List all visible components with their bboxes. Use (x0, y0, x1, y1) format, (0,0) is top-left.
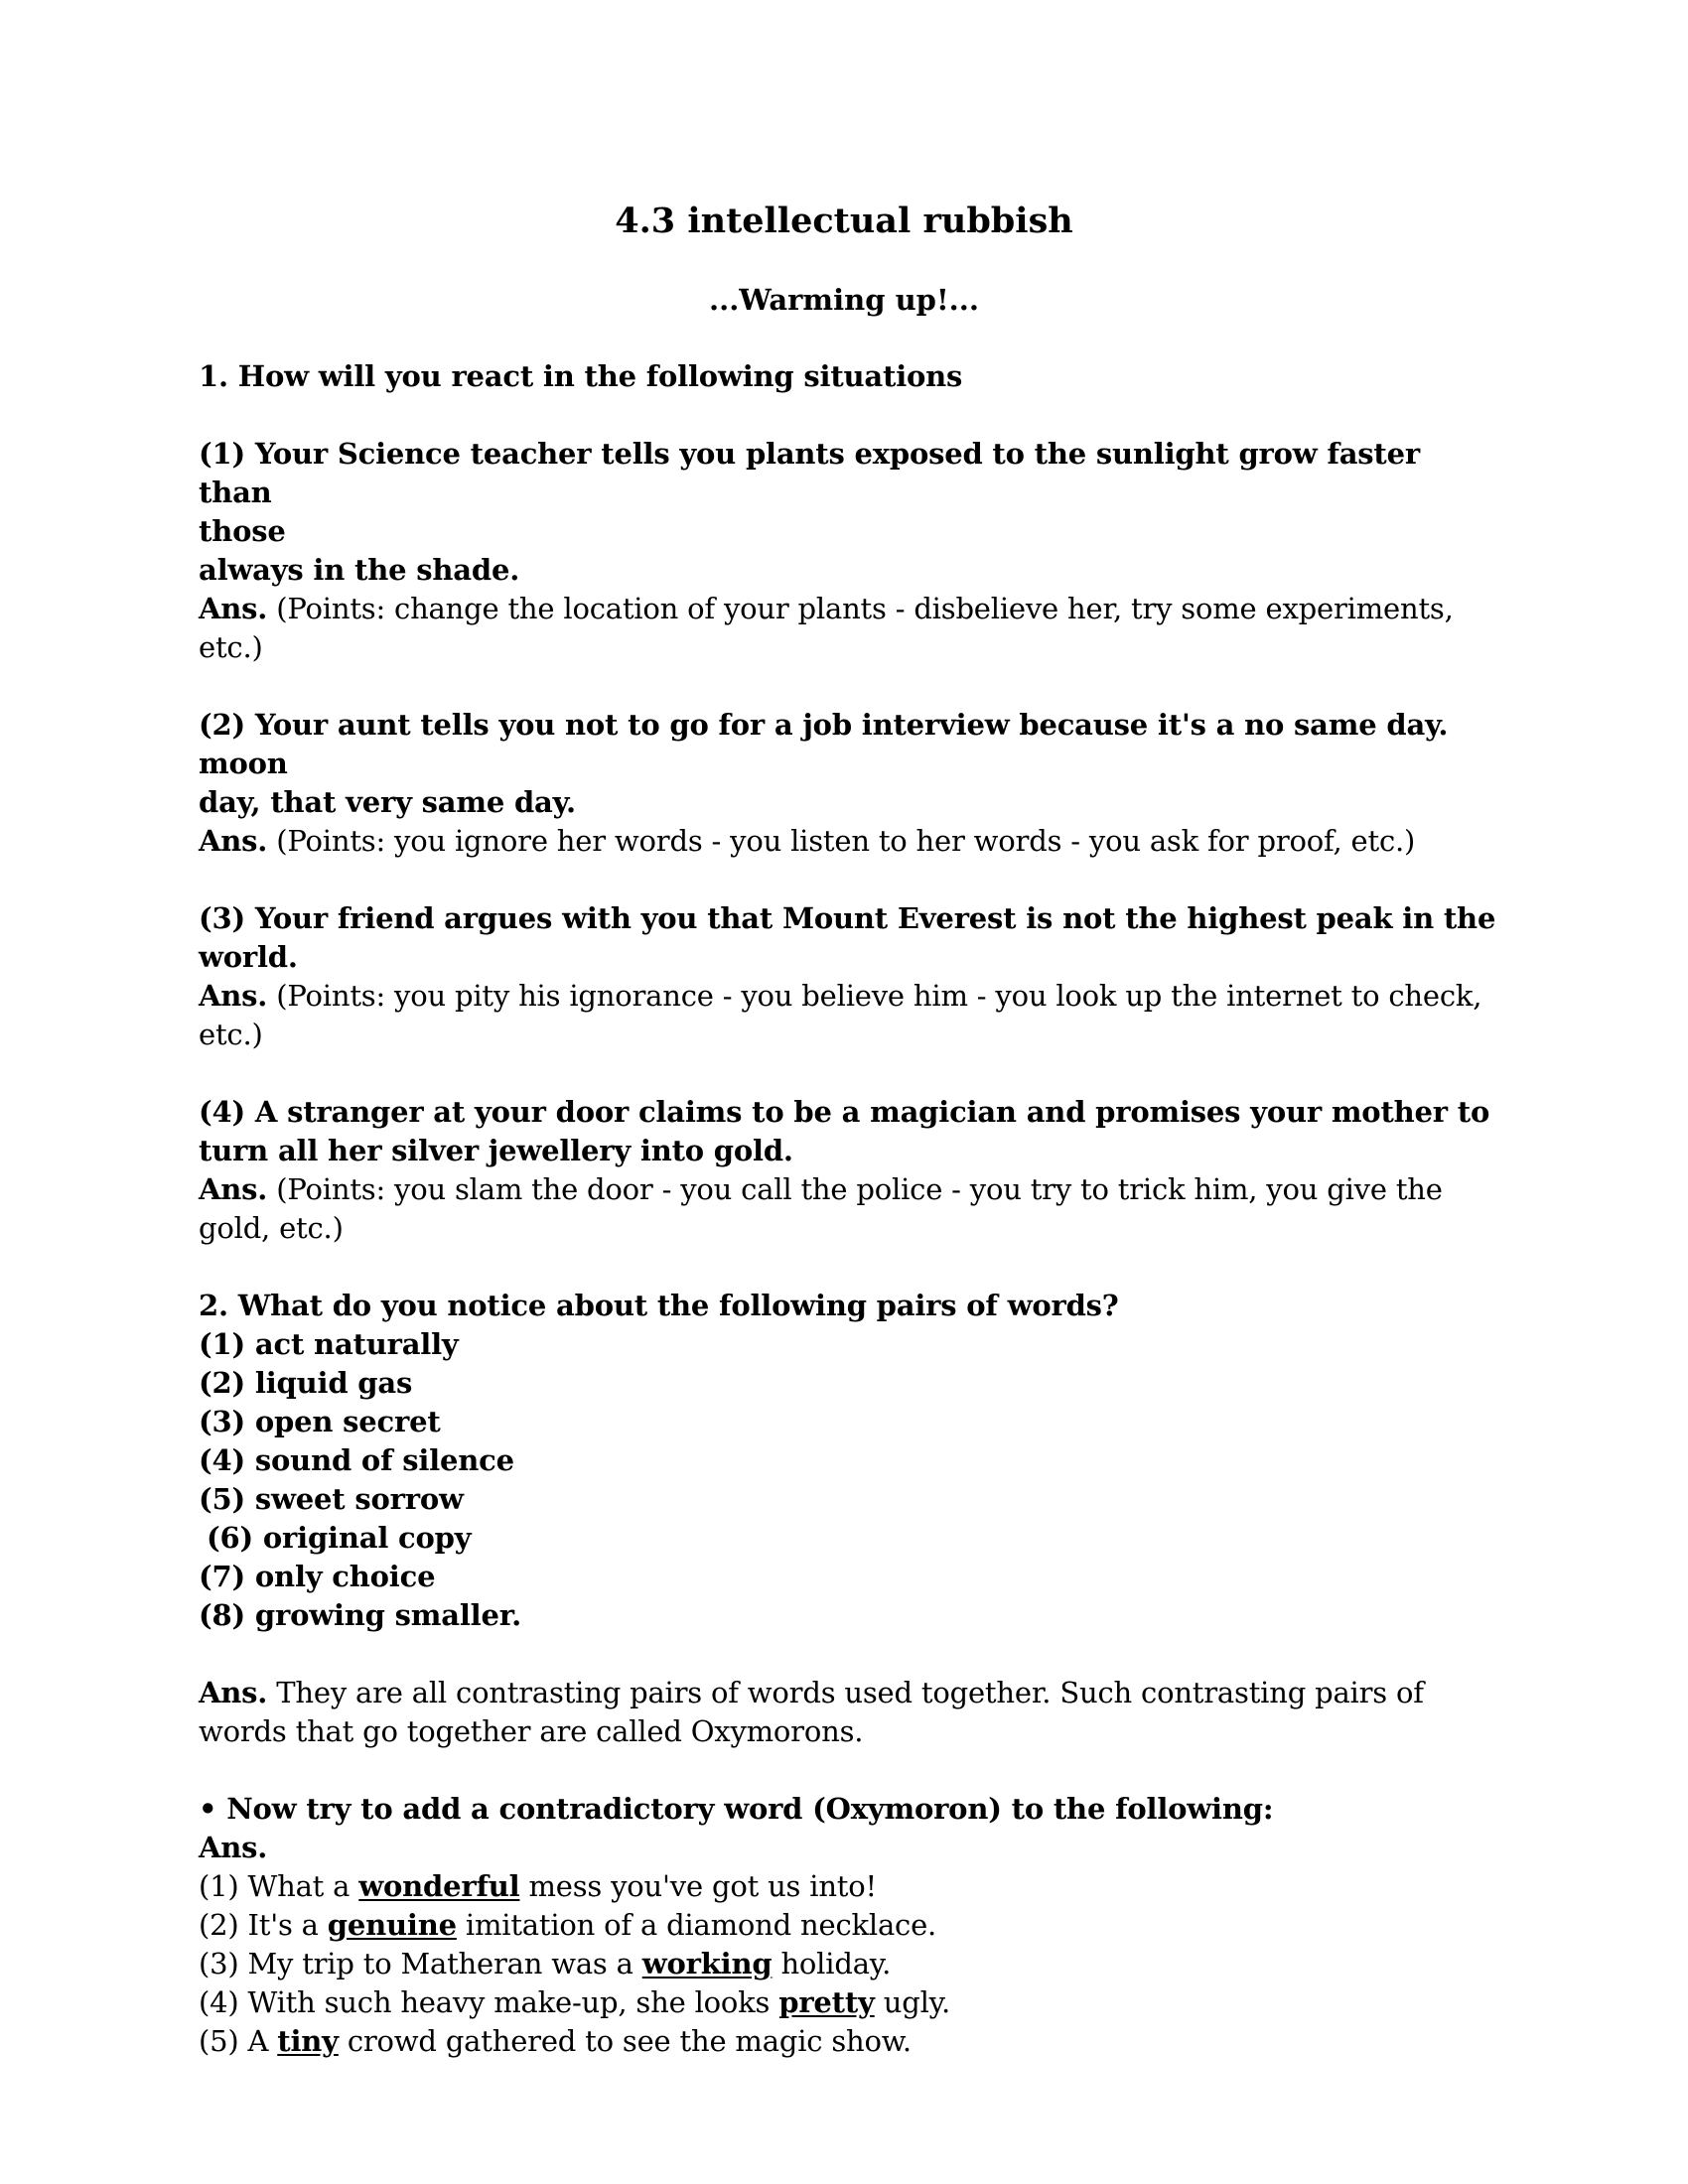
word-pair-item: (7) only choice (199, 1560, 436, 1593)
page-title: 4.3 intellectual rubbish (615, 201, 1073, 241)
ans-label: Ans. (199, 824, 268, 858)
word-pair-item: (1) act naturally (199, 1327, 459, 1361)
word-pair-item: (6) original copy (207, 1521, 472, 1555)
situation-question-line: turn all her silver jewellery into gold. (199, 1134, 793, 1167)
oxymoron-sentence (199, 1983, 1499, 2022)
document-body (199, 357, 1499, 2061)
answer-text: They are all contrasting pairs of words used together. Such contrasting pairs of words that go together are called Oxymorons. (199, 1676, 1424, 1748)
answer-text: (Points: change the location of your plants - disbelieve her, try some experiments, etc.) (199, 592, 1454, 664)
sentence-text: holiday. (772, 1947, 892, 1980)
ans-label: Ans. (199, 979, 268, 1013)
word-pair-item: (2) liquid gas (199, 1366, 413, 1400)
question-1-heading: 1. How will you react in the following situations (199, 359, 963, 393)
situation-question-line: day, that very same day. (199, 785, 576, 819)
question-2-heading: 2. What do you notice about the following pairs of words? (199, 1289, 1119, 1322)
sentence-text: crowd gathered to see the magic show. (338, 2024, 912, 2058)
situation-answer (199, 822, 1499, 861)
situation-question-line: (1) Your Science teacher tells you plants exposed to the sunlight grow faster than (199, 437, 1420, 509)
situation-1 (199, 435, 1499, 667)
page-subtitle: ...Warming up!... (709, 283, 979, 317)
situation-answer (199, 1170, 1499, 1248)
situation-2 (199, 706, 1499, 861)
situation-question-line: world. (199, 940, 298, 974)
ans-label: Ans. (199, 1172, 268, 1206)
sentence-text: imitation of a diamond necklace. (456, 1908, 937, 1942)
situation-4 (199, 1093, 1499, 1248)
oxymoron-sentence (199, 1906, 1499, 1945)
oxymoron-sentence (199, 1945, 1499, 1983)
sentence-text: (3) My trip to Matheran was a (199, 1947, 642, 1980)
sentence-text: ugly. (874, 1985, 950, 2019)
sentence-text: (1) What a (199, 1869, 359, 1903)
oxymoron-sentence (199, 1867, 1499, 1906)
answer-text: (Points: you pity his ignorance - you believe him - you look up the internet to check, etc.) (199, 979, 1482, 1051)
situation-question-line: those (199, 514, 286, 548)
word-pair-item: (4) sound of silence (199, 1443, 514, 1477)
oxymoron-word: wonderful (358, 1869, 520, 1903)
situation-answer (199, 590, 1499, 667)
answer-text: (Points: you ignore her words - you listen to her words - you ask for proof, etc.) (276, 824, 1416, 858)
sentence-text: mess you've got us into! (519, 1869, 877, 1903)
oxymoron-word: working (641, 1947, 773, 1980)
question-3-heading: • Now try to add a contradictory word (Oxymoron) to the following: (199, 1792, 1274, 1826)
situation-question-line: (2) Your aunt tells you not to go for a job interview because it's a no same day. moon (199, 708, 1449, 780)
word-pair-item: (8) growing smaller. (199, 1598, 522, 1632)
question-2-answer (199, 1674, 1499, 1751)
sentence-text: (4) With such heavy make-up, she looks (199, 1985, 779, 2019)
sentence-text: (2) It's a (199, 1908, 328, 1942)
situation-answer (199, 977, 1499, 1054)
situation-question-line: always in the shade. (199, 553, 520, 587)
answer-text: (Points: you slam the door - you call the police - you try to trick him, you give the gold, etc.) (199, 1172, 1443, 1245)
ans-label: Ans. (199, 592, 268, 625)
ans-label: Ans. (199, 1676, 268, 1709)
situation-3 (199, 899, 1499, 1054)
oxymoron-sentence (199, 2022, 1499, 2061)
word-pair-item: (3) open secret (199, 1405, 441, 1438)
ans-label: Ans. (199, 1831, 268, 1864)
word-pair-item: (5) sweet sorrow (199, 1482, 464, 1516)
oxymoron-word: pretty (778, 1985, 875, 2019)
situation-question-line: (3) Your friend argues with you that Mount Everest is not the highest peak in the (199, 901, 1496, 935)
situation-question-line: (4) A stranger at your door claims to be a magician and promises your mother to (199, 1095, 1490, 1129)
oxymoron-word: genuine (327, 1908, 457, 1942)
sentence-text: (5) A (199, 2024, 278, 2058)
oxymoron-word: tiny (277, 2024, 339, 2058)
